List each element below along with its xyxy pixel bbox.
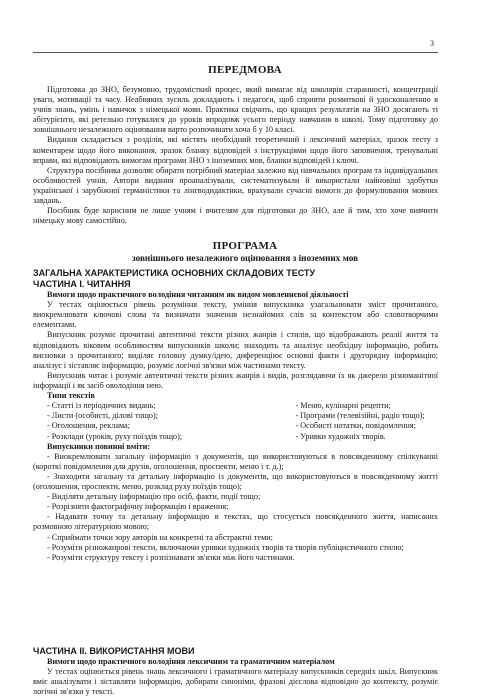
list-item: - Меню, кулінарні рецепти;: [295, 401, 391, 411]
header-rule: [33, 52, 438, 53]
list-item: - Розуміти структуру тексту і розпізнавати зв'язки між його частинами.: [47, 552, 295, 562]
preface-paragraph: Структура посібника дозволяє обирати потрібний матеріал залежно від навчальних програм та індивідуальних особливостей учнів. Автори видання проаналізували, систематизували й використали найновіші здобутки української і зарубіжної германістики та лінгводидактики, врахували сучасні вимоги до формулювання мовних завдань.: [33, 165, 438, 206]
part1-title: ЧАСТИНА І. ЧИТАННЯ: [33, 279, 131, 289]
list-item: - Розуміти різножанрові тексти, включаючи уривки художніх творів та творів публіцистичного стилю;: [47, 542, 404, 552]
part1-paragraph: Випускник читає і розуміє автентичні тексти різних жанрів і видів, розглядаючи їх як джерело різноманітної інформації і як засіб оволодіння нею.: [33, 370, 438, 390]
page-number: 3: [430, 39, 434, 48]
program-body: [33, 268, 438, 563]
list-item: - Особисті нотатки, повідомлення;: [295, 421, 416, 431]
section-title: ЗАГАЛЬНА ХАРАКТЕРИСТИКА ОСНОВНИХ СКЛАДОВИХ ТЕСТУ: [33, 268, 316, 278]
skills-list: [33, 452, 438, 563]
program-heading: [0, 240, 490, 263]
list-item: - Статті із періодичних видань;: [47, 401, 156, 411]
part2-title: ЧАСТИНА ІІ. ВИКОРИСТАННЯ МОВИ: [33, 646, 195, 656]
text-types-list: [33, 401, 438, 441]
preface-paragraph: Підготовка до ЗНО, безумовно, трудомісткий процес, який вимагає від школярів старанності, концентрації уваги, мотивації та часу. Неабияких зусиль докладають і педагоги, щоб сприяти розвиткові й удосконаленню в учнів знань, умінь і навичок з німецької мови. Практика свідчить, що кращих результатів на ЗНО досягають ті абітурієнти, які ретельно готувалися до уроків впродовж усього періоду навчання в школі. Тому підготовку до зовнішнього незалежного оцінювання варто розпочинати хоча б у 10 класі.: [33, 85, 438, 135]
part1-paragraph: Випускник розуміє прочитані автентичні тексти різних жанрів і стилів, що відображають реалії життя та відповідають віковим особливостям випускників школи; знаходить та аналізує необхідну інформацію, робить висновки з прочитаного; виділяє головну думку/ідею, диференціює основні факти і другорядну інформацію; аналізує і зіставляє інформацію, розуміє логічні зв'язки між частинами тексту.: [33, 330, 438, 370]
preface-paragraph: Видання складається з розділів, які містять необхідний теоретичний і лексичний матеріал, зразок тесту з коментарем щодо його виконання, зразок бланку відповідей з інструкціями щодо його заповнення, тренувальні вправи, які відповідають вимогам програми ЗНО з іноземних мов, бланки відповідей і ключі.: [33, 135, 438, 165]
text-types-title: Типи текстів: [47, 391, 95, 401]
part2-body: [33, 646, 438, 697]
part2-subtitle: Вимоги щодо практичного володіння лексичним та граматичним матеріалом: [47, 657, 335, 666]
list-item: - Листи (особисті, ділові тощо);: [47, 411, 158, 421]
list-item: - Програми (телевізійні, радіо тощо);: [295, 411, 425, 421]
preface-body: [33, 85, 438, 226]
preface-title: ПЕРЕДМОВА: [208, 64, 282, 76]
list-item: - Розрізняти фактографічну інформацію і враження;: [47, 502, 229, 512]
list-item: - Виділяти детальну інформацію про осіб, факти, події тощо;: [47, 492, 261, 502]
list-item: - Оголошення, рекламa;: [47, 421, 131, 431]
list-item: - Виокремлювати загальну інформацію з документів, що використовуються в повсякденному спілкуванні (короткі повідомлення для друзів, оголошення, проспекти, меню і т. д.);: [33, 451, 438, 471]
list-item: - Надавати точну та детальну інформацію в текстах, що стосується повсякденного життя, написаних розмовною літературною мовою;: [33, 512, 438, 532]
list-item: - Знаходити загальну та детальну інформацію із документів, що використовуються в повсякденному житті (оголошення, проспекти, меню, розклад руху поїздів тощо);: [33, 472, 438, 492]
preface-paragraph: Посібник буде корисним не лише учням і вчителям для підготовки до ЗНО, але й тим, хто хоче вивчити німецьку мову самостійно.: [33, 206, 438, 226]
part1-paragraph: У тестах оцінюється рівень розуміння тексту, уміння випускника узагальнювати зміст прочитаного, виокремлювати ключові слова та визначати значення незнайомих слів за контекстом або словотворчими елементами.: [33, 300, 438, 330]
list-item: - Уривки художніх творів.: [295, 431, 386, 441]
program-subtitle: зовнішнього незалежного оцінювання з іноземних мов: [131, 253, 359, 263]
skills-title: Випускники повинні вміти:: [47, 441, 151, 451]
part2-paragraph: У тестах оцінюється рівень знань лексичного і граматичного матеріалу випускників середніх шкіл. Випускник вміє аналізувати і зіставляти інформацію, добирати синоніми, фразові дієслова відповідно до контексту, розуміє логічні зв'язки у тексті.: [33, 667, 438, 697]
list-item: - Розклади (уроків, руху поїздів тощо);: [47, 431, 183, 441]
part1-subtitle: Вимоги щодо практичного володіння читанням як видом мовленнєвої діяльності: [47, 290, 349, 299]
program-title: ПРОГРАМА: [212, 240, 278, 252]
list-item: - Сприймати точки зору авторів на конкретні та абстрактні теми;: [47, 532, 273, 542]
